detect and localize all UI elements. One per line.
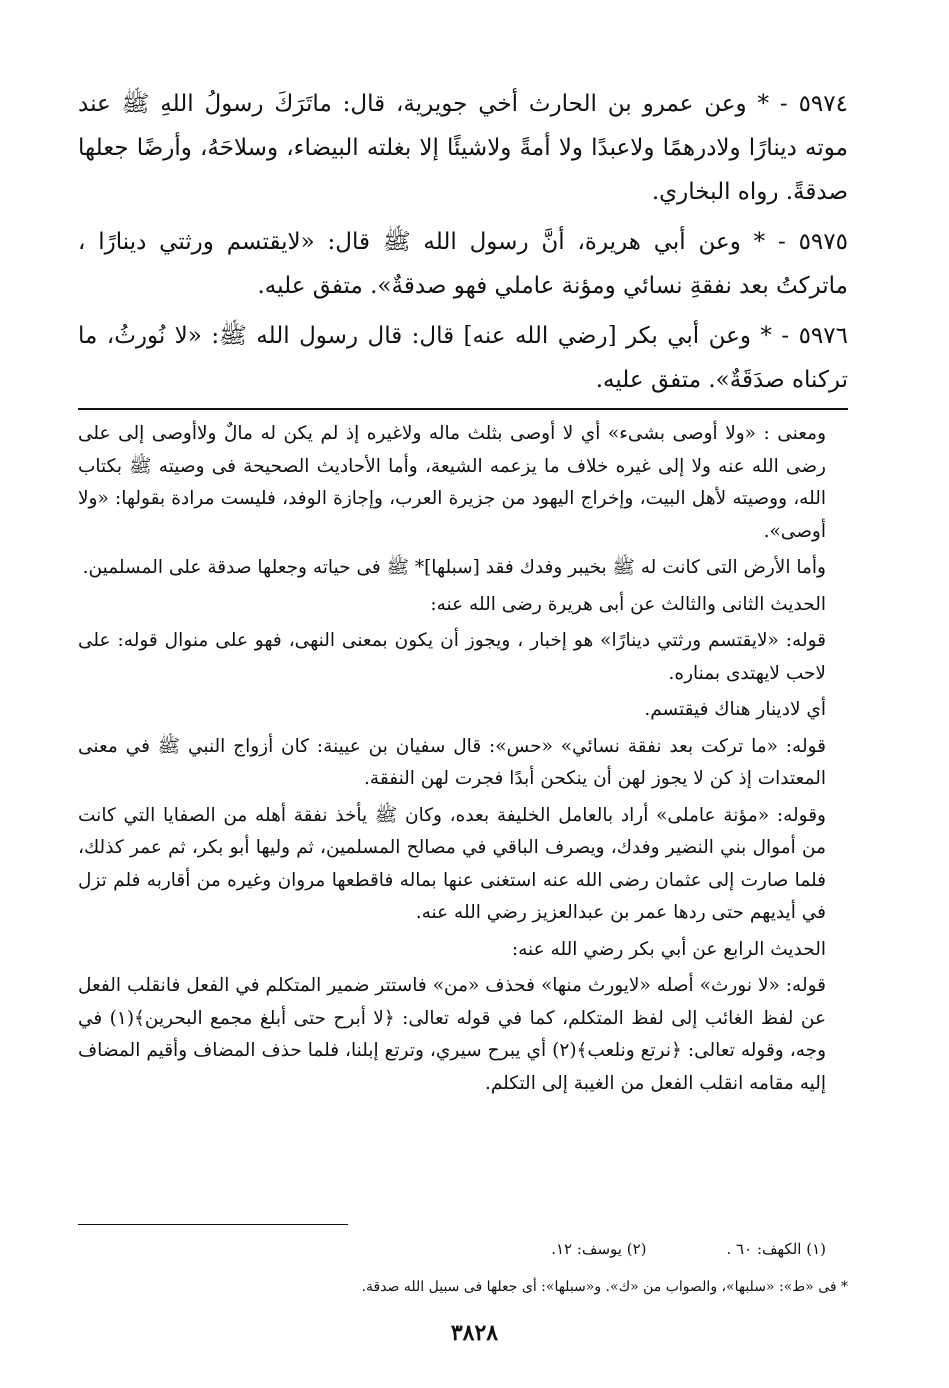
footnote-note: * فى «ط»: «سلبها»، والصواب من «ك». و«سبلها»: أى جعلها فى سبيل الله صدقة. xyxy=(361,1279,848,1295)
footnote-2: (٢) يوسف: ١٢. xyxy=(551,1240,647,1258)
footnote-row xyxy=(78,1238,848,1260)
commentary-heading: الحديث الثانى والثالث عن أبى هريرة رضى الله عنه: xyxy=(430,593,826,615)
commentary-section xyxy=(78,418,848,1100)
footnotes xyxy=(78,1238,848,1298)
commentary-paragraph: ومعنى : «ولا أوصى بشىء» أي لا أوصى بثلث ماله ولاغيره إذ لم يكن له مالٌ ولاأوصى إلى على رضى الله عنه ولا إلى غيره خلاف ما يزعمه الشيعة، وأما الأحاديث الصحيحة فى وصيته ﷺ بكتاب الله، ووصيته لأهل البيت، وإخراج اليهود من جزيرة العرب، وإجازة الوفد، فليست مرادة بقولها: «ولا أوصى». xyxy=(78,423,826,542)
page-number: ٣٨٢٨ xyxy=(450,1320,499,1346)
commentary-paragraph: وقوله: «مؤنة عاملى» أراد بالعامل الخليفة بعده، وكان ﷺ يأخذ نفقة أهله من الصفايا التي كانت من أموال بني النضير وفدك، ويصرف الباقي في مصالح المسلمين، ثم وليها أبو بكر، ثم عمر كذلك، فلما صارت إلى عثمان رضى الله عنه استغنى عنها بماله فاقطعها مروان وغيره من أقاربه فلم تزل في أيديهم حتى ردها عمر بن عبدالعزيز رضي الله عنه. xyxy=(78,804,826,923)
hadith-5976: ٥٩٧٦ - * وعن أبي بكر [رضي الله عنه] قال: قال رسول الله ﷺ: «لا نُورثُ، ما تركناه صدَقَةٌ». متفق عليه. xyxy=(78,323,848,393)
section-divider xyxy=(78,408,848,410)
page-content xyxy=(78,82,848,1104)
commentary-paragraph: قوله: «لا نورث» أصله «لايورث منها» فحذف «من» فاستتر ضمير المتكلم في الفعل فانقلب الفعل عن لفظ الغائب إلى لفظ المتكلم، كما في قوله تعالى: ﴿لا أبرح حتى أبلغ مجمع البحرين﴾(١) في وجه، وقوله تعالى: ﴿نرتع ونلعب﴾(٢) أي يبرح سيري، وترتع إبلنا، فلما حذف المضاف وأقيم المضاف إليه مقامه انقلب الفعل من الغيبة إلى التكلم. xyxy=(78,975,826,1094)
commentary-heading: الحديث الرابع عن أبي بكر رضي الله عنه: xyxy=(511,938,826,960)
hadith-section xyxy=(78,82,848,402)
commentary-paragraph: وأما الأرض التى كانت له ﷺ بخيبر وفدك فقد [سبلها]* ﷺ فى حياته وجعلها صدقة على المسلمين. xyxy=(82,557,826,578)
commentary-paragraph: قوله: «ما تركت بعد نفقة نسائي» «حس»: قال سفيان بن عيينة: كان أزواج النبي ﷺ في معنى المعتدات إذ كن لا يجوز لهن أن ينكحن أبدًا فجرت لهن النفقة. xyxy=(78,735,826,789)
footnote-divider xyxy=(78,1224,348,1225)
commentary-paragraph: أي لادينار هناك فيقتسم. xyxy=(644,699,826,720)
hadith-5974: ٥٩٧٤ - * وعن عمرو بن الحارث أخي جويرية، قال: ماتَرَكَ رسولُ اللهِ ﷺ عند موته دينارًا ولادرهمًا ولاعبدًا ولا أمةً ولاشيئًا إلا بغلته البيضاء، وسلاحَهُ، وأرضًا جعلها صدقةً. رواه البخاري. xyxy=(78,91,848,205)
hadith-5975: ٥٩٧٥ - * وعن أبي هريرة، أنَّ رسول الله ﷺ قال: «لايقتسم ورثتي دينارًا ، ماتركتُ بعد نفقةِ نسائي ومؤنة عاملي فهو صدقةٌ». متفق عليه. xyxy=(78,229,848,299)
commentary-paragraph: قوله: «لايقتسم ورثتي دينارًا» هو إخبار ، ويجوز أن يكون بمعنى النهى، فهو على منوال قوله: على لاحب لايهتدى بمناره. xyxy=(78,630,826,684)
footnote-1: (١) الكهف: ٦٠ . xyxy=(726,1240,826,1258)
